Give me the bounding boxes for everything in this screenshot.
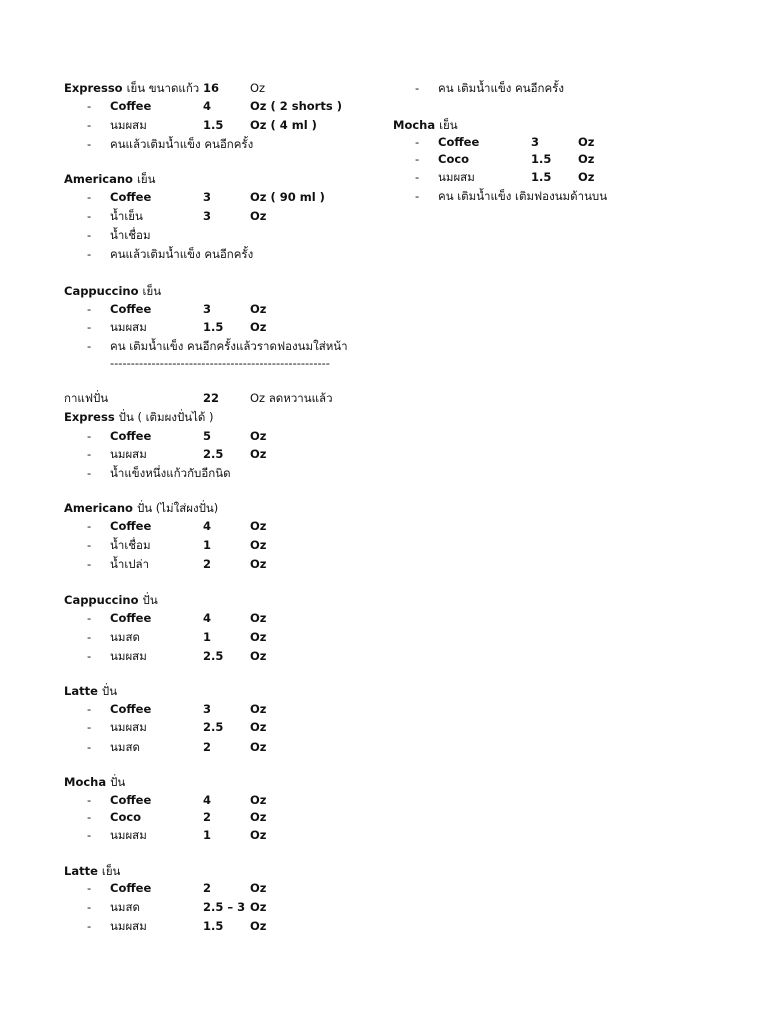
ingredient-quantity: 1.5 [531, 170, 552, 184]
ingredient-name: นมสด [110, 740, 140, 754]
bullet-dash: - [415, 189, 420, 203]
ingredient-unit: Oz [250, 740, 267, 754]
ingredient-name: คน เติมน้ำแข็ง คนอีกครั้งแล้วราดฟองนมใส่หน้า [110, 339, 348, 353]
bullet-dash: - [87, 429, 92, 443]
heading-title [393, 116, 458, 134]
bullet-dash: - [87, 630, 92, 644]
ingredient-quantity: 2 [203, 881, 212, 895]
ingredient-name: Coffee [110, 99, 152, 113]
heading-suffix: เย็น ขนาดแก้ว [126, 81, 200, 95]
bullet-dash: - [87, 881, 92, 895]
ingredient-quantity: 2 [203, 810, 212, 824]
ingredient-name: Coffee [110, 429, 152, 443]
ingredient-name: Coffee [110, 190, 152, 204]
ingredient-unit: Oz [250, 630, 267, 644]
ingredient-unit: Oz [250, 519, 267, 533]
ingredient-unit: Oz [578, 152, 595, 166]
bullet-dash: - [87, 247, 92, 261]
ingredient-name: นมผสม [110, 720, 147, 734]
heading-suffix: เย็น [101, 864, 121, 878]
ingredient-unit: Oz [578, 135, 595, 149]
heading-unit: Oz [250, 81, 266, 95]
ingredient-unit: Oz ( 90 ml ) [250, 190, 325, 204]
ingredient-name: คนแล้วเติมน้ำแข็ง คนอีกครั้ง [110, 137, 254, 151]
ingredient-name: นมผสม [110, 320, 147, 334]
heading-title [64, 79, 199, 97]
heading-name: Cappuccino [64, 593, 143, 607]
ingredient-unit: Oz [250, 828, 267, 842]
bullet-dash: - [87, 538, 92, 552]
ingredient-unit: Oz [250, 649, 267, 663]
bullet-dash: - [87, 190, 92, 204]
heading-unit: Oz ลดหวานแล้ว [250, 391, 333, 405]
bullet-dash: - [87, 828, 92, 842]
ingredient-unit: Oz [250, 702, 267, 716]
bullet-dash: - [87, 447, 92, 461]
heading-name: Mocha [64, 775, 111, 789]
bullet-dash: - [87, 720, 92, 734]
ingredient-name: นมผสม [110, 447, 147, 461]
ingredient-name: Coffee [110, 881, 152, 895]
ingredient-quantity: 1.5 [203, 118, 224, 132]
heading-name: Americano [64, 172, 137, 186]
heading-title [64, 773, 125, 791]
ingredient-name: Coffee [110, 611, 152, 625]
ingredient-unit: Oz ( 2 shorts ) [250, 99, 342, 113]
heading-name: Mocha [393, 118, 440, 132]
ingredient-name: Coffee [110, 519, 152, 533]
ingredient-name: น้ำเชื่อม [110, 228, 151, 242]
ingredient-unit: Oz [250, 447, 267, 461]
bullet-dash: - [87, 702, 92, 716]
ingredient-quantity: 2.5 [203, 649, 224, 663]
ingredient-quantity: 2.5 – 3 [203, 900, 246, 914]
heading-name: Cappuccino [64, 284, 143, 298]
ingredient-quantity: 3 [203, 209, 212, 223]
ingredient-name: Coco [110, 810, 142, 824]
heading-title [64, 408, 214, 426]
heading-title [64, 499, 218, 517]
heading-suffix: เย็น [136, 172, 156, 186]
ingredient-unit: Oz [250, 302, 267, 316]
heading-name: Americano [64, 501, 137, 515]
ingredient-unit: Oz [250, 209, 267, 223]
ingredient-unit: Oz ( 4 ml ) [250, 118, 317, 132]
ingredient-unit: Oz [250, 429, 267, 443]
ingredient-quantity: 1.5 [203, 320, 224, 334]
ingredient-quantity: 2 [203, 557, 212, 571]
ingredient-name: คนแล้วเติมน้ำแข็ง คนอีกครั้ง [110, 247, 254, 261]
ingredient-name: นมผสม [110, 649, 147, 663]
heading-title [64, 170, 156, 188]
ingredient-unit: Oz [250, 810, 267, 824]
ingredient-name: Coffee [110, 793, 152, 807]
ingredient-name: นมสด [110, 630, 140, 644]
ingredient-quantity: 4 [203, 99, 212, 113]
ingredient-unit: Oz [250, 919, 267, 933]
ingredient-unit: Oz [250, 881, 267, 895]
ingredient-quantity: 4 [203, 519, 212, 533]
ingredient-quantity: 1.5 [531, 152, 552, 166]
ingredient-name: น้ำเชื่อม [110, 538, 151, 552]
bullet-dash: - [415, 170, 420, 184]
heading-suffix: ปั่น ( เติมผงปั่นได้ ) [118, 410, 214, 424]
bullet-dash: - [87, 137, 92, 151]
ingredient-name: Coffee [110, 702, 152, 716]
heading-name: Latte [64, 864, 102, 878]
heading-quantity: 22 [203, 391, 220, 405]
bullet-dash: - [87, 740, 92, 754]
ingredient-unit: Oz [250, 611, 267, 625]
bullet-dash: - [87, 649, 92, 663]
bullet-dash: - [87, 99, 92, 113]
bullet-dash: - [87, 320, 92, 334]
bullet-dash: - [87, 919, 92, 933]
heading-title [64, 862, 120, 880]
heading-suffix: ปั่น (ไม่ใส่ผงปั่น) [136, 501, 219, 515]
ingredient-name: นมผสม [110, 828, 147, 842]
ingredient-quantity: 5 [203, 429, 212, 443]
bullet-dash: - [87, 209, 92, 223]
ingredient-unit: Oz [250, 557, 267, 571]
ingredient-unit: Oz [250, 538, 267, 552]
ingredient-quantity: 1 [203, 828, 212, 842]
ingredient-unit: Oz [250, 793, 267, 807]
ingredient-name: คน เติมน้ำแข็ง คนอีกครั้ง [438, 81, 564, 95]
ingredient-quantity: 1.5 [203, 919, 224, 933]
heading-suffix: ปั่น [142, 593, 158, 607]
ingredient-quantity: 3 [203, 702, 212, 716]
ingredient-quantity: 2.5 [203, 720, 224, 734]
ingredient-quantity: 4 [203, 793, 212, 807]
heading-title [64, 282, 161, 300]
heading-title [64, 389, 108, 407]
ingredient-name: นมผสม [110, 118, 147, 132]
heading-quantity: 16 [203, 81, 220, 95]
ingredient-unit: Oz [250, 900, 267, 914]
ingredient-quantity: 4 [203, 611, 212, 625]
ingredient-quantity: 3 [203, 190, 212, 204]
heading-suffix: เย็น [439, 118, 458, 132]
bullet-dash: - [87, 466, 92, 480]
bullet-dash: - [87, 810, 92, 824]
ingredient-name: น้ำแข็งหนึ่งแก้วกับอีกนิด [110, 466, 231, 480]
heading-suffix: เย็น [142, 284, 162, 298]
ingredient-quantity: 1 [203, 538, 212, 552]
bullet-dash: - [87, 118, 92, 132]
ingredient-unit: Oz [578, 170, 595, 184]
bullet-dash: - [87, 339, 92, 353]
separator-text: ----------------------------------------------------- [110, 356, 330, 370]
bullet-dash: - [87, 228, 92, 242]
bullet-dash: - [87, 557, 92, 571]
bullet-dash: - [87, 793, 92, 807]
heading-name: Express [64, 410, 119, 424]
heading-title [64, 591, 158, 609]
ingredient-quantity: 2.5 [203, 447, 224, 461]
bullet-dash: - [415, 152, 420, 166]
ingredient-name: นมสด [110, 900, 140, 914]
bullet-dash: - [87, 302, 92, 316]
ingredient-quantity: 3 [531, 135, 540, 149]
ingredient-name: น้ำเปล่า [110, 557, 150, 571]
bullet-dash: - [87, 519, 92, 533]
ingredient-unit: Oz [250, 720, 267, 734]
heading-suffix: กาแฟปั่น [64, 391, 109, 405]
bullet-dash: - [87, 611, 92, 625]
bullet-dash: - [415, 135, 420, 149]
heading-name: Expresso [64, 81, 127, 95]
ingredient-name: นมผสม [110, 919, 147, 933]
heading-name: Latte [64, 684, 102, 698]
ingredient-name: Coffee [438, 135, 480, 149]
ingredient-quantity: 1 [203, 630, 212, 644]
ingredient-unit: Oz [250, 320, 267, 334]
ingredient-name: Coffee [110, 302, 152, 316]
bullet-dash: - [415, 81, 420, 95]
heading-suffix: ปั่น [110, 775, 126, 789]
ingredient-name: น้ำเย็น [110, 209, 143, 223]
bullet-dash: - [87, 900, 92, 914]
ingredient-name: คน เติมน้ำแข็ง เติมฟองนมด้านบน [438, 189, 608, 203]
ingredient-quantity: 3 [203, 302, 212, 316]
heading-suffix: ปั่น [101, 684, 118, 698]
ingredient-quantity: 2 [203, 740, 212, 754]
ingredient-name: นมผสม [438, 170, 475, 184]
heading-title [64, 682, 117, 700]
ingredient-name: Coco [438, 152, 470, 166]
